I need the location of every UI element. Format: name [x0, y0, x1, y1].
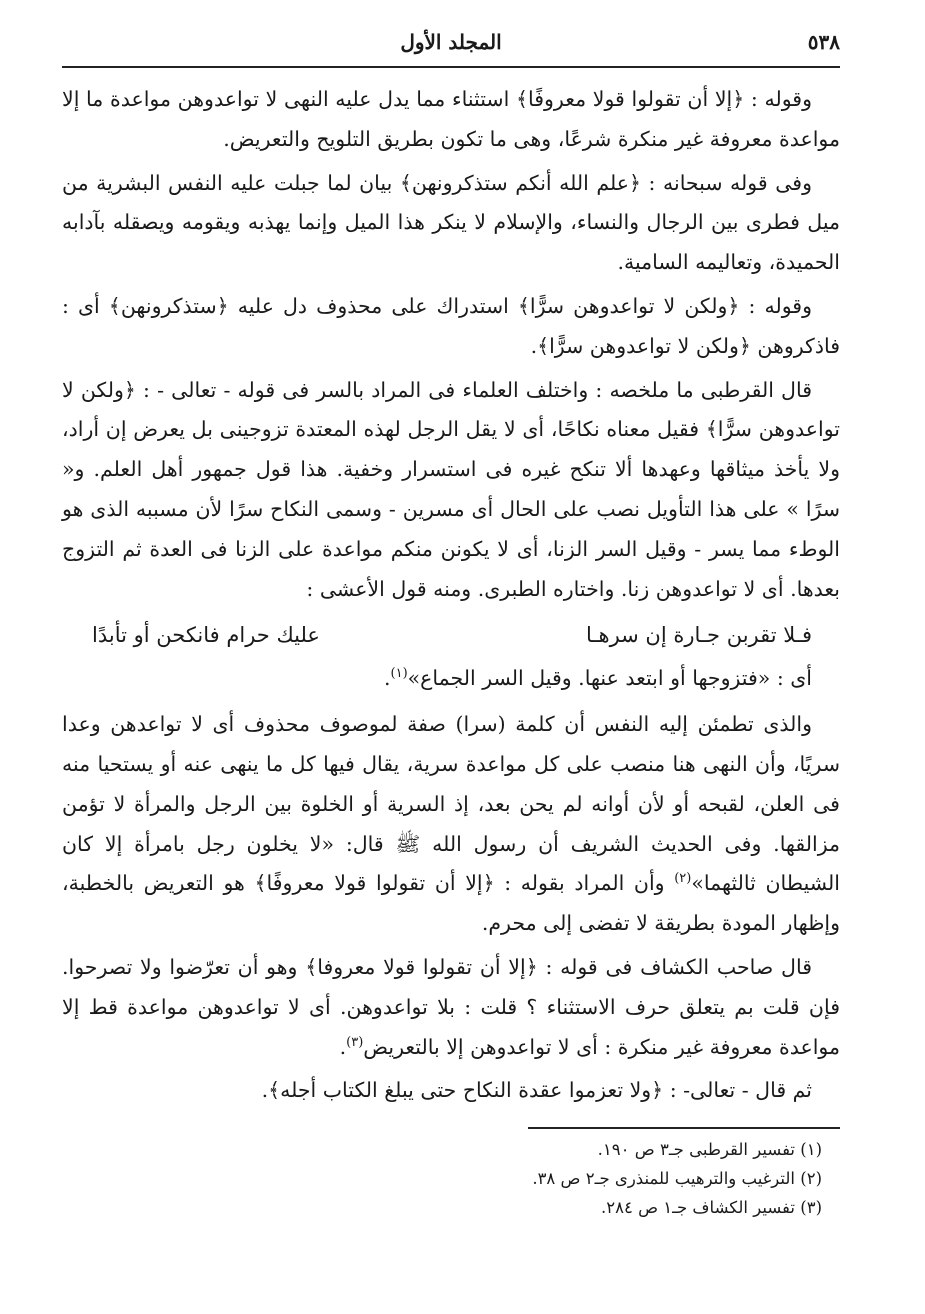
header-rule [62, 66, 840, 68]
page-body [62, 80, 840, 1111]
paragraph-5-tail: وأن المراد بقوله : ﴿إلا أن تقولوا قولا معروفًا﴾ هو التعريض بالخطبة، وإظهار المودة بطريقة لا تفضى إلى محرم. [62, 871, 840, 936]
footnote-ref-3[interactable]: (٣) [346, 1034, 364, 1050]
paragraph-5 [62, 705, 840, 944]
verse-left-hemistich: عليك حرام فانكحن أو تأبدًا [92, 623, 320, 648]
footnote-ref-2[interactable]: (٢) [674, 871, 692, 887]
footnotes [62, 1135, 840, 1222]
verse-gloss: أى : «فتزوجها أو ابتعد عنها. وقيل السر الجماع»$^{(١)}$. [383, 666, 812, 691]
footnote-rule [528, 1127, 840, 1129]
volume-title: المجلد الأول [400, 30, 502, 54]
paragraph-6 [62, 948, 840, 1067]
paragraph-6-text: قال صاحب الكشاف فى قوله : ﴿إلا أن تقولوا قولا معروفا﴾ وهو أن تعرّضوا ولا تصرحوا. فإن قلت بم يتعلق حرف الاستثناء ؟ قلت : بلا تواعدوهن. أى لا تواعدوهن مواعدة قط إلا مواعدة معروفة غير منكرة : أى لا تواعدوهن إلا بالتعريض [62, 954, 840, 1059]
paragraph-4: قال القرطبى ما ملخصه : واختلف العلماء فى المراد بالسر فى قوله - تعالى - : ﴿ولكن لا تواعدوهن سرًّا﴾ فقيل معناه نكاحًا، أى لا يقل الرجل لهذه المعتدة تزوجينى بل يعرض إن أراد، ولا يأخذ ميثاقها وعهدها ألا تنكح غيره فى استسرار وخفية. هذا قول جمهور أهل العلم. و« سرًا » على هذا التأويل نصب على الحال أى مسرين - وسمى النكاح سرًا لأن مسببه الذى هو الوطء مما يسر - وقيل السر الزنا، أى لا يكونن منكم مواعدة على الزنا فى العدة ثم التزوج بعدها. أى لا تواعدوهن زنا. واختاره الطبرى. ومنه قول الأعشى : [62, 377, 840, 601]
paragraph-1: وقوله : ﴿إلا أن تقولوا قولا معروفًا﴾ استثناء مما يدل عليه النهى لا تواعدوهن مواعدة ما إلا مواعدة معروفة غير منكرة شرعًا، وهى ما تكون بطريق التلويح والتعريض. [62, 87, 840, 151]
book-page [62, 28, 840, 1222]
paragraph-2: وفى قوله سبحانه : ﴿علم الله أنكم ستذكرونهن﴾ بيان لما جبلت عليه النفس البشرية من ميل فطرى بين الرجال والنساء، والإسلام لا ينكر هذا الميل وإنما يهذبه ويقومه ويصقله بآدابه الحميدة، وتعاليمه السامية. [62, 170, 840, 275]
page-header [62, 28, 840, 66]
footnote-1: (١) تفسير القرطبى جـ٣ ص ١٩٠. [597, 1140, 822, 1160]
footnote-ref-1[interactable]: (١) [390, 666, 408, 682]
verse-right-hemistich: فـلا تقربن جـارة إن سرهـا [585, 623, 812, 648]
paragraph-7: ثم قال - تعالى- : ﴿ولا تعزموا عقدة النكاح حتى يبلغ الكتاب أجله﴾. [261, 1078, 812, 1103]
verse-gloss-text: أى : «فتزوجها أو ابتعد عنها. وقيل السر الجماع» [407, 666, 812, 691]
paragraph-6-tail: . [339, 1034, 347, 1059]
footnote-2: (٢) الترغيب والترهيب للمنذرى جـ٢ ص ٣٨. [532, 1169, 822, 1189]
page-number: ٥٣٨ [807, 30, 840, 54]
footnote-3: (٣) تفسير الكشاف جـ١ ص ٢٨٤. [600, 1198, 822, 1218]
paragraph-5-text: والذى تطمئن إليه النفس أن كلمة (سرا) صفة لموصوف محذوف أى لا تواعدهن وعدا سريًا، وأن النهى هنا منصب على كل مواعدة سرية، يقال فيها كل ما ينهى عنه أو يستحيا منه فى العلن، لقبحه أو لأن أوانه لم يحن بعد، إذ السرية أو الخلوة بين الرجل والمرأة لا تؤمن مزالقها. وفى الحديث الشريف أن رسول الله ﷺ قال: «لا يخلون رجل بامرأة إلا كان الشيطان ثالثهما» [62, 712, 840, 896]
poetry-verse [92, 613, 812, 657]
paragraph-3: وقوله : ﴿ولكن لا تواعدوهن سرًّا﴾ استدراك على محذوف دل عليه ﴿ستذكرونهن﴾ أى : فاذكروهن ﴿ولكن لا تواعدوهن سرًّا﴾. [62, 293, 840, 358]
